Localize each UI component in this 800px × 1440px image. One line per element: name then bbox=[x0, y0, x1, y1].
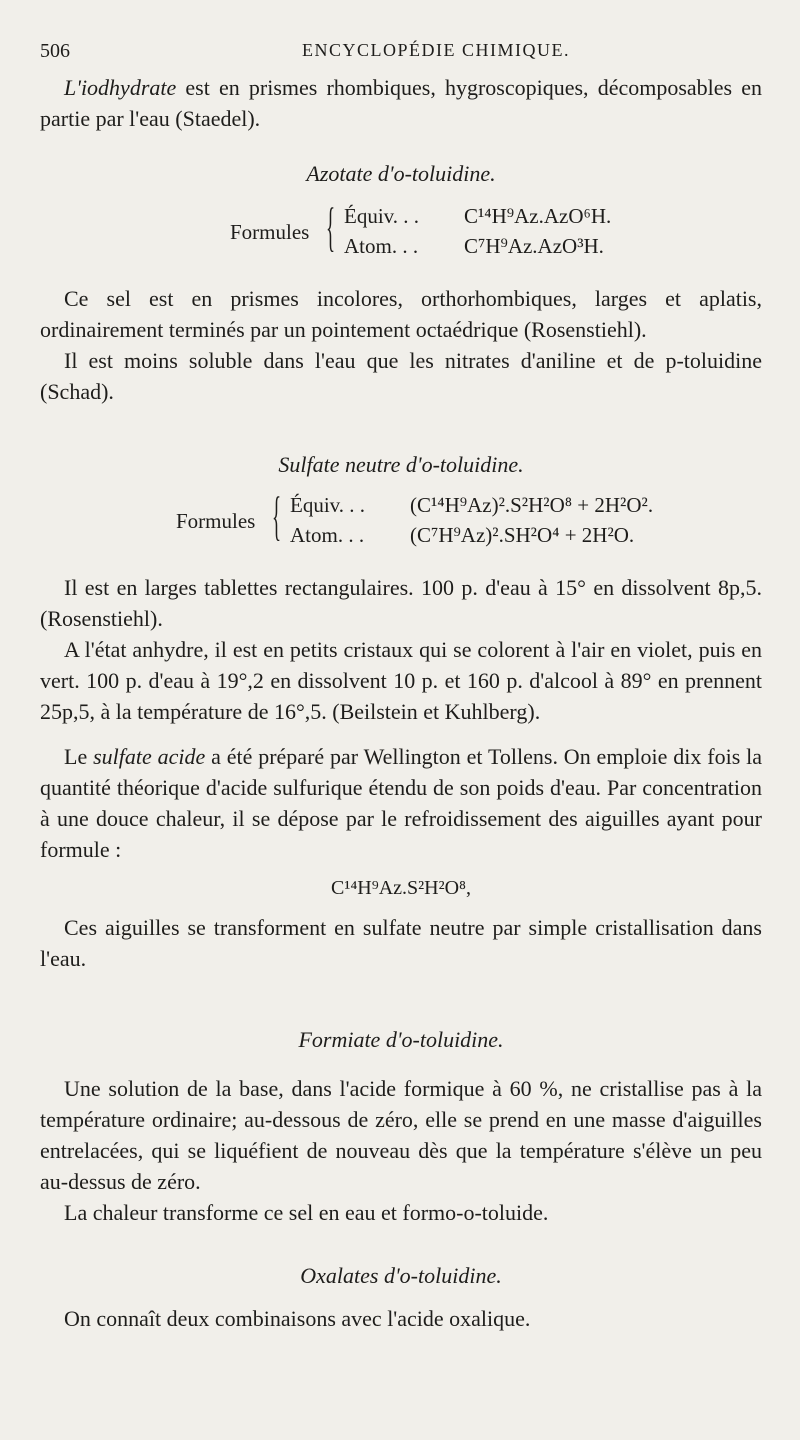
azotate-formula-block bbox=[40, 197, 762, 265]
sulfate-paragraph-2: A l'état anhydre, il est en petits cristaux qui se colorent à l'air en violet, puis en vert. 100 p. d'eau à 19°,2 en dissolvent 10 p. et 160 p. d'alcool à 89° en prennent 25p,5, à la température de 16°,5. (Beilstein et Kuhlberg). bbox=[40, 637, 762, 724]
sulfate-acide-text: a été préparé par Wellington et Tollens. On emploie dix fois la quantité théorique d'acide sulfurique étendu de son poids d'eau. Par concentration à une douce chaleur, il se dépose par le refroidissement des aiguilles ayant pour formule : bbox=[40, 744, 762, 862]
azotate-atom-formula: C⁷H⁹Az.AzO³H. bbox=[464, 234, 604, 258]
formiate-paragraph-2: La chaleur transforme ce sel en eau et formo-o-toluide. bbox=[64, 1200, 549, 1225]
running-title: ENCYCLOPÉDIE CHIMIQUE. bbox=[302, 40, 570, 60]
iodhydrate-term: L'iodhydrate bbox=[64, 75, 177, 100]
azotate-equiv-label: Équiv. . . bbox=[344, 204, 420, 228]
iodhydrate-text: est en prismes rhombiques, hygroscopiques, décomposables en partie par l'eau (Staedel). bbox=[40, 75, 762, 131]
azotate-atom-label: Atom. . . bbox=[344, 234, 419, 258]
azotate-paragraph-2: Il est moins soluble dans l'eau que les nitrates d'aniline et de p-toluidine (Schad). bbox=[40, 348, 762, 404]
azotate-paragraph-1: Ce sel est en prismes incolores, orthorhombiques, larges et aplatis, ordinairement terminés par un pointement octaédrique (Rosenstiehl). bbox=[40, 286, 762, 342]
oxalates-paragraph: On connaît deux combinaisons avec l'acide oxalique. bbox=[64, 1306, 531, 1331]
page-number: 506 bbox=[40, 40, 70, 62]
sulfate-acide-paragraph bbox=[40, 741, 762, 865]
formiate-heading: Formiate d'o-toluidine. bbox=[298, 1027, 504, 1052]
azotate-brace: { bbox=[326, 197, 336, 257]
azotate-heading: Azotate d'o-toluidine. bbox=[306, 161, 496, 186]
sulfate-equiv-label: Équiv. . . bbox=[290, 493, 366, 517]
page-body bbox=[40, 72, 762, 1334]
sulfate-acide-formula: C¹⁴H⁹Az.S²H²O⁸, bbox=[330, 877, 472, 899]
formiate-paragraph-1: Une solution de la base, dans l'acide formique à 60 %, ne cristallise pas à la température ordinaire; au-dessous de zéro, elle se prend en une masse d'aiguilles entrelacées, qui se liquéfient de nouveau dès que la température s'élève un peu au-dessus de zéro. bbox=[40, 1076, 762, 1194]
page-header bbox=[40, 40, 760, 66]
sulfate-paragraph-1: Il est en larges tablettes rectangulaires. 100 p. d'eau à 15° en dissolvent 8p,5. (Rosenstiehl). bbox=[40, 575, 762, 631]
sulfate-atom-label: Atom. . . bbox=[290, 523, 365, 547]
sulfate-acide-prefix: Le bbox=[64, 744, 94, 769]
sulfate-paragraph-4: Ces aiguilles se transforment en sulfate neutre par simple cristallisation dans l'eau. bbox=[40, 915, 762, 971]
oxalates-heading: Oxalates d'o-toluidine. bbox=[300, 1263, 502, 1288]
iodhydrate-paragraph bbox=[40, 72, 762, 134]
sulfate-formula-label: Formules bbox=[176, 509, 256, 533]
azotate-formula-label: Formules bbox=[230, 220, 310, 244]
azotate-equiv-formula: C¹⁴H⁹Az.AzO⁶H. bbox=[464, 204, 612, 228]
sulfate-brace: { bbox=[272, 486, 282, 546]
sulfate-formula-block bbox=[40, 486, 762, 554]
sulfate-atom-formula: (C⁷H⁹Az)².SH²O⁴ + 2H²O. bbox=[410, 523, 635, 547]
sulfate-acide-term: sulfate acide bbox=[93, 744, 206, 769]
sulfate-equiv-formula: (C¹⁴H⁹Az)².S²H²O⁸ + 2H²O². bbox=[410, 493, 654, 517]
sulfate-heading: Sulfate neutre d'o-toluidine. bbox=[278, 452, 524, 477]
